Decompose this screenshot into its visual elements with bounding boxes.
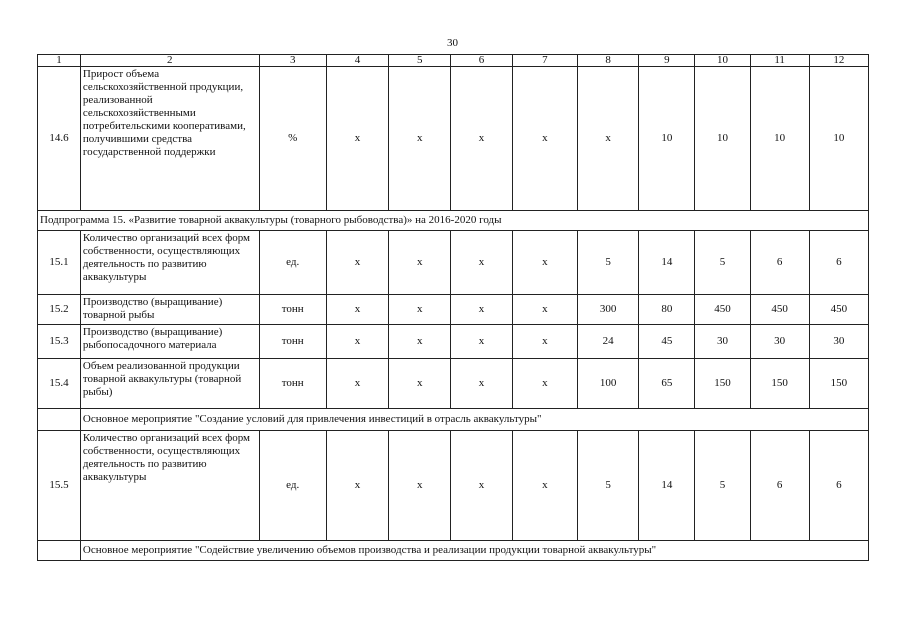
value-cell: 150 <box>750 359 809 409</box>
value-cell: 30 <box>750 325 809 359</box>
column-number-row <box>38 55 869 67</box>
value-cell: 10 <box>695 67 750 211</box>
event-title: Основное мероприятие "Создание условий для привлечения инвестиций в отрасль аквакультуры" <box>80 409 868 431</box>
value-cell: 5 <box>578 431 639 541</box>
value-cell: x <box>451 325 512 359</box>
value-cell: x <box>451 295 512 325</box>
row-number: 15.5 <box>38 431 81 541</box>
value-cell: x <box>512 295 577 325</box>
unit-cell: ед. <box>259 431 326 541</box>
value-cell: x <box>326 231 388 295</box>
indicator-name: Прирост объема сельскохозяйственной продукции, реализованной сельскохозяйственными потребительскими кооперативами, получившими средства государственной поддержки <box>80 67 259 211</box>
value-cell: 450 <box>695 295 750 325</box>
header-cell: 11 <box>750 55 809 67</box>
unit-cell: % <box>259 67 326 211</box>
value-cell: 30 <box>695 325 750 359</box>
row-number: 15.1 <box>38 231 81 295</box>
header-cell: 9 <box>639 55 695 67</box>
row-number: 15.2 <box>38 295 81 325</box>
value-cell: 14 <box>639 431 695 541</box>
value-cell: x <box>389 325 451 359</box>
value-cell: x <box>512 67 577 211</box>
row-number: 15.4 <box>38 359 81 409</box>
header-cell: 8 <box>578 55 639 67</box>
value-cell: 10 <box>639 67 695 211</box>
subprogram-row <box>38 211 869 231</box>
value-cell: x <box>512 359 577 409</box>
value-cell: x <box>326 325 388 359</box>
value-cell: x <box>389 231 451 295</box>
indicator-name: Объем реализованной продукции товарной аквакультуры (товарной рыбы) <box>80 359 259 409</box>
value-cell: x <box>326 359 388 409</box>
unit-cell: тонн <box>259 359 326 409</box>
value-cell: x <box>451 67 512 211</box>
header-cell: 4 <box>326 55 388 67</box>
indicator-name: Производство (выращивание) рыбопосадочного материала <box>80 325 259 359</box>
value-cell: x <box>451 431 512 541</box>
value-cell: 30 <box>809 325 868 359</box>
table-row <box>38 295 869 325</box>
table-row <box>38 231 869 295</box>
header-cell: 10 <box>695 55 750 67</box>
unit-cell: ед. <box>259 231 326 295</box>
value-cell: 45 <box>639 325 695 359</box>
value-cell: 10 <box>809 67 868 211</box>
value-cell: x <box>451 231 512 295</box>
value-cell: 5 <box>695 231 750 295</box>
value-cell: 65 <box>639 359 695 409</box>
value-cell: 300 <box>578 295 639 325</box>
table-row <box>38 431 869 541</box>
value-cell: x <box>389 295 451 325</box>
value-cell: x <box>389 359 451 409</box>
header-cell: 1 <box>38 55 81 67</box>
table-row <box>38 325 869 359</box>
value-cell: 6 <box>809 431 868 541</box>
event-blank-cell <box>38 409 81 431</box>
page-number: 30 <box>447 37 458 49</box>
header-cell: 7 <box>512 55 577 67</box>
value-cell: x <box>326 295 388 325</box>
indicator-name: Количество организаций всех форм собственности, осуществляющих деятельность по развитию аквакультуры <box>80 231 259 295</box>
subprogram-title: Подпрограмма 15. «Развитие товарной аквакультуры (товарного рыбоводства)» на 2016-2020 годы <box>38 211 869 231</box>
value-cell: 6 <box>809 231 868 295</box>
value-cell: 5 <box>578 231 639 295</box>
value-cell: x <box>451 359 512 409</box>
event-row <box>38 541 869 561</box>
header-cell: 3 <box>259 55 326 67</box>
value-cell: 6 <box>750 431 809 541</box>
unit-cell: тонн <box>259 325 326 359</box>
value-cell: x <box>512 231 577 295</box>
indicator-name: Производство (выращивание) товарной рыбы <box>80 295 259 325</box>
value-cell: x <box>389 67 451 211</box>
header-cell: 6 <box>451 55 512 67</box>
table-row <box>38 67 869 211</box>
value-cell: 6 <box>750 231 809 295</box>
value-cell: 150 <box>695 359 750 409</box>
event-blank-cell <box>38 541 81 561</box>
event-row <box>38 409 869 431</box>
row-number: 15.3 <box>38 325 81 359</box>
value-cell: 5 <box>695 431 750 541</box>
event-title: Основное мероприятие "Содействие увеличению объемов производства и реализации продукции товарной аквакультуры" <box>80 541 868 561</box>
value-cell: 10 <box>750 67 809 211</box>
value-cell: 450 <box>809 295 868 325</box>
value-cell: x <box>578 67 639 211</box>
header-cell: 5 <box>389 55 451 67</box>
table-row <box>38 359 869 409</box>
header-cell: 12 <box>809 55 868 67</box>
value-cell: 450 <box>750 295 809 325</box>
value-cell: 150 <box>809 359 868 409</box>
unit-cell: тонн <box>259 295 326 325</box>
header-cell: 2 <box>80 55 259 67</box>
value-cell: 80 <box>639 295 695 325</box>
indicator-name: Количество организаций всех форм собственности, осуществляющих деятельность по развитию аквакультуры <box>80 431 259 541</box>
value-cell: x <box>326 431 388 541</box>
value-cell: x <box>512 325 577 359</box>
value-cell: 14 <box>639 231 695 295</box>
value-cell: x <box>389 431 451 541</box>
value-cell: x <box>326 67 388 211</box>
row-number: 14.6 <box>38 67 81 211</box>
value-cell: 100 <box>578 359 639 409</box>
value-cell: x <box>512 431 577 541</box>
indicators-table <box>37 54 869 561</box>
value-cell: 24 <box>578 325 639 359</box>
